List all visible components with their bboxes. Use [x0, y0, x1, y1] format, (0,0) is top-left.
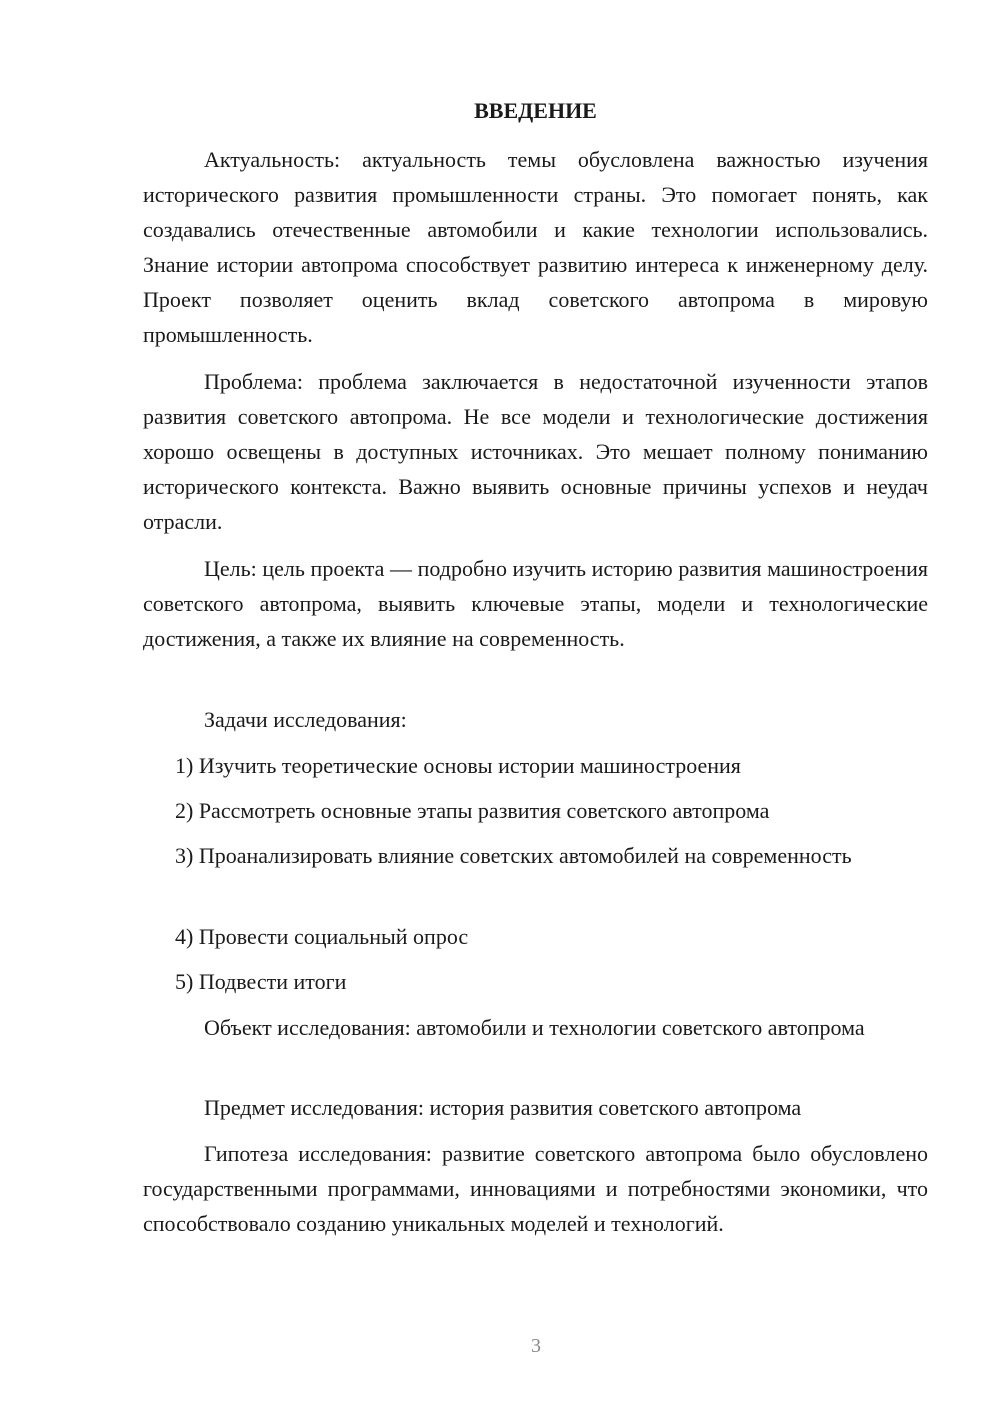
list-item-task-1: 1) Изучить теоретические основы истории машиностроения	[175, 753, 741, 778]
paragraph-relevance: Актуальность: актуальность темы обусловлена важностью изучения исторического развития промышленности страны. Это помогает понять, как создавались отечественные автомобили и какие технологии использовались. Знание истории автопрома способствует развитию интереса к инженерному делу. Проект позволяет оценить вклад советского автопрома в мировую промышленность.	[143, 147, 928, 347]
paragraph-object: Объект исследования: автомобили и технологии советского автопрома	[204, 1015, 865, 1040]
list-item-task-3: 3) Проанализировать влияние советских автомобилей на современность	[175, 843, 852, 868]
paragraph-hypothesis: Гипотеза исследования: развитие советского автопрома было обусловлено государственными программами, инновациями и потребностями экономики, что способствовало созданию уникальных моделей и технологий.	[143, 1141, 928, 1236]
page-title: ВВЕДЕНИЕ	[474, 98, 597, 123]
page-number: 3	[531, 1335, 541, 1357]
list-item-task-2: 2) Рассмотреть основные этапы развития советского автопрома	[175, 798, 770, 823]
list-item-task-4: 4) Провести социальный опрос	[175, 924, 469, 949]
paragraph-subject: Предмет исследования: история развития советского автопрома	[204, 1095, 802, 1120]
paragraph-goal: Цель: цель проекта — подробно изучить историю развития машиностроения советского автопрома, выявить ключевые этапы, модели и технологические достижения, а также их влияние на современность.	[143, 556, 928, 651]
list-item-task-5: 5) Подвести итоги	[175, 969, 347, 994]
paragraph-tasks-heading: Задачи исследования:	[204, 707, 407, 732]
paragraph-problem: Проблема: проблема заключается в недостаточной изученности этапов развития советского автопрома. Не все модели и технологические достижения хорошо освещены в доступных источниках. Это мешает полному пониманию исторического контекста. Важно выявить основные причины успехов и неудач отрасли.	[143, 369, 928, 534]
